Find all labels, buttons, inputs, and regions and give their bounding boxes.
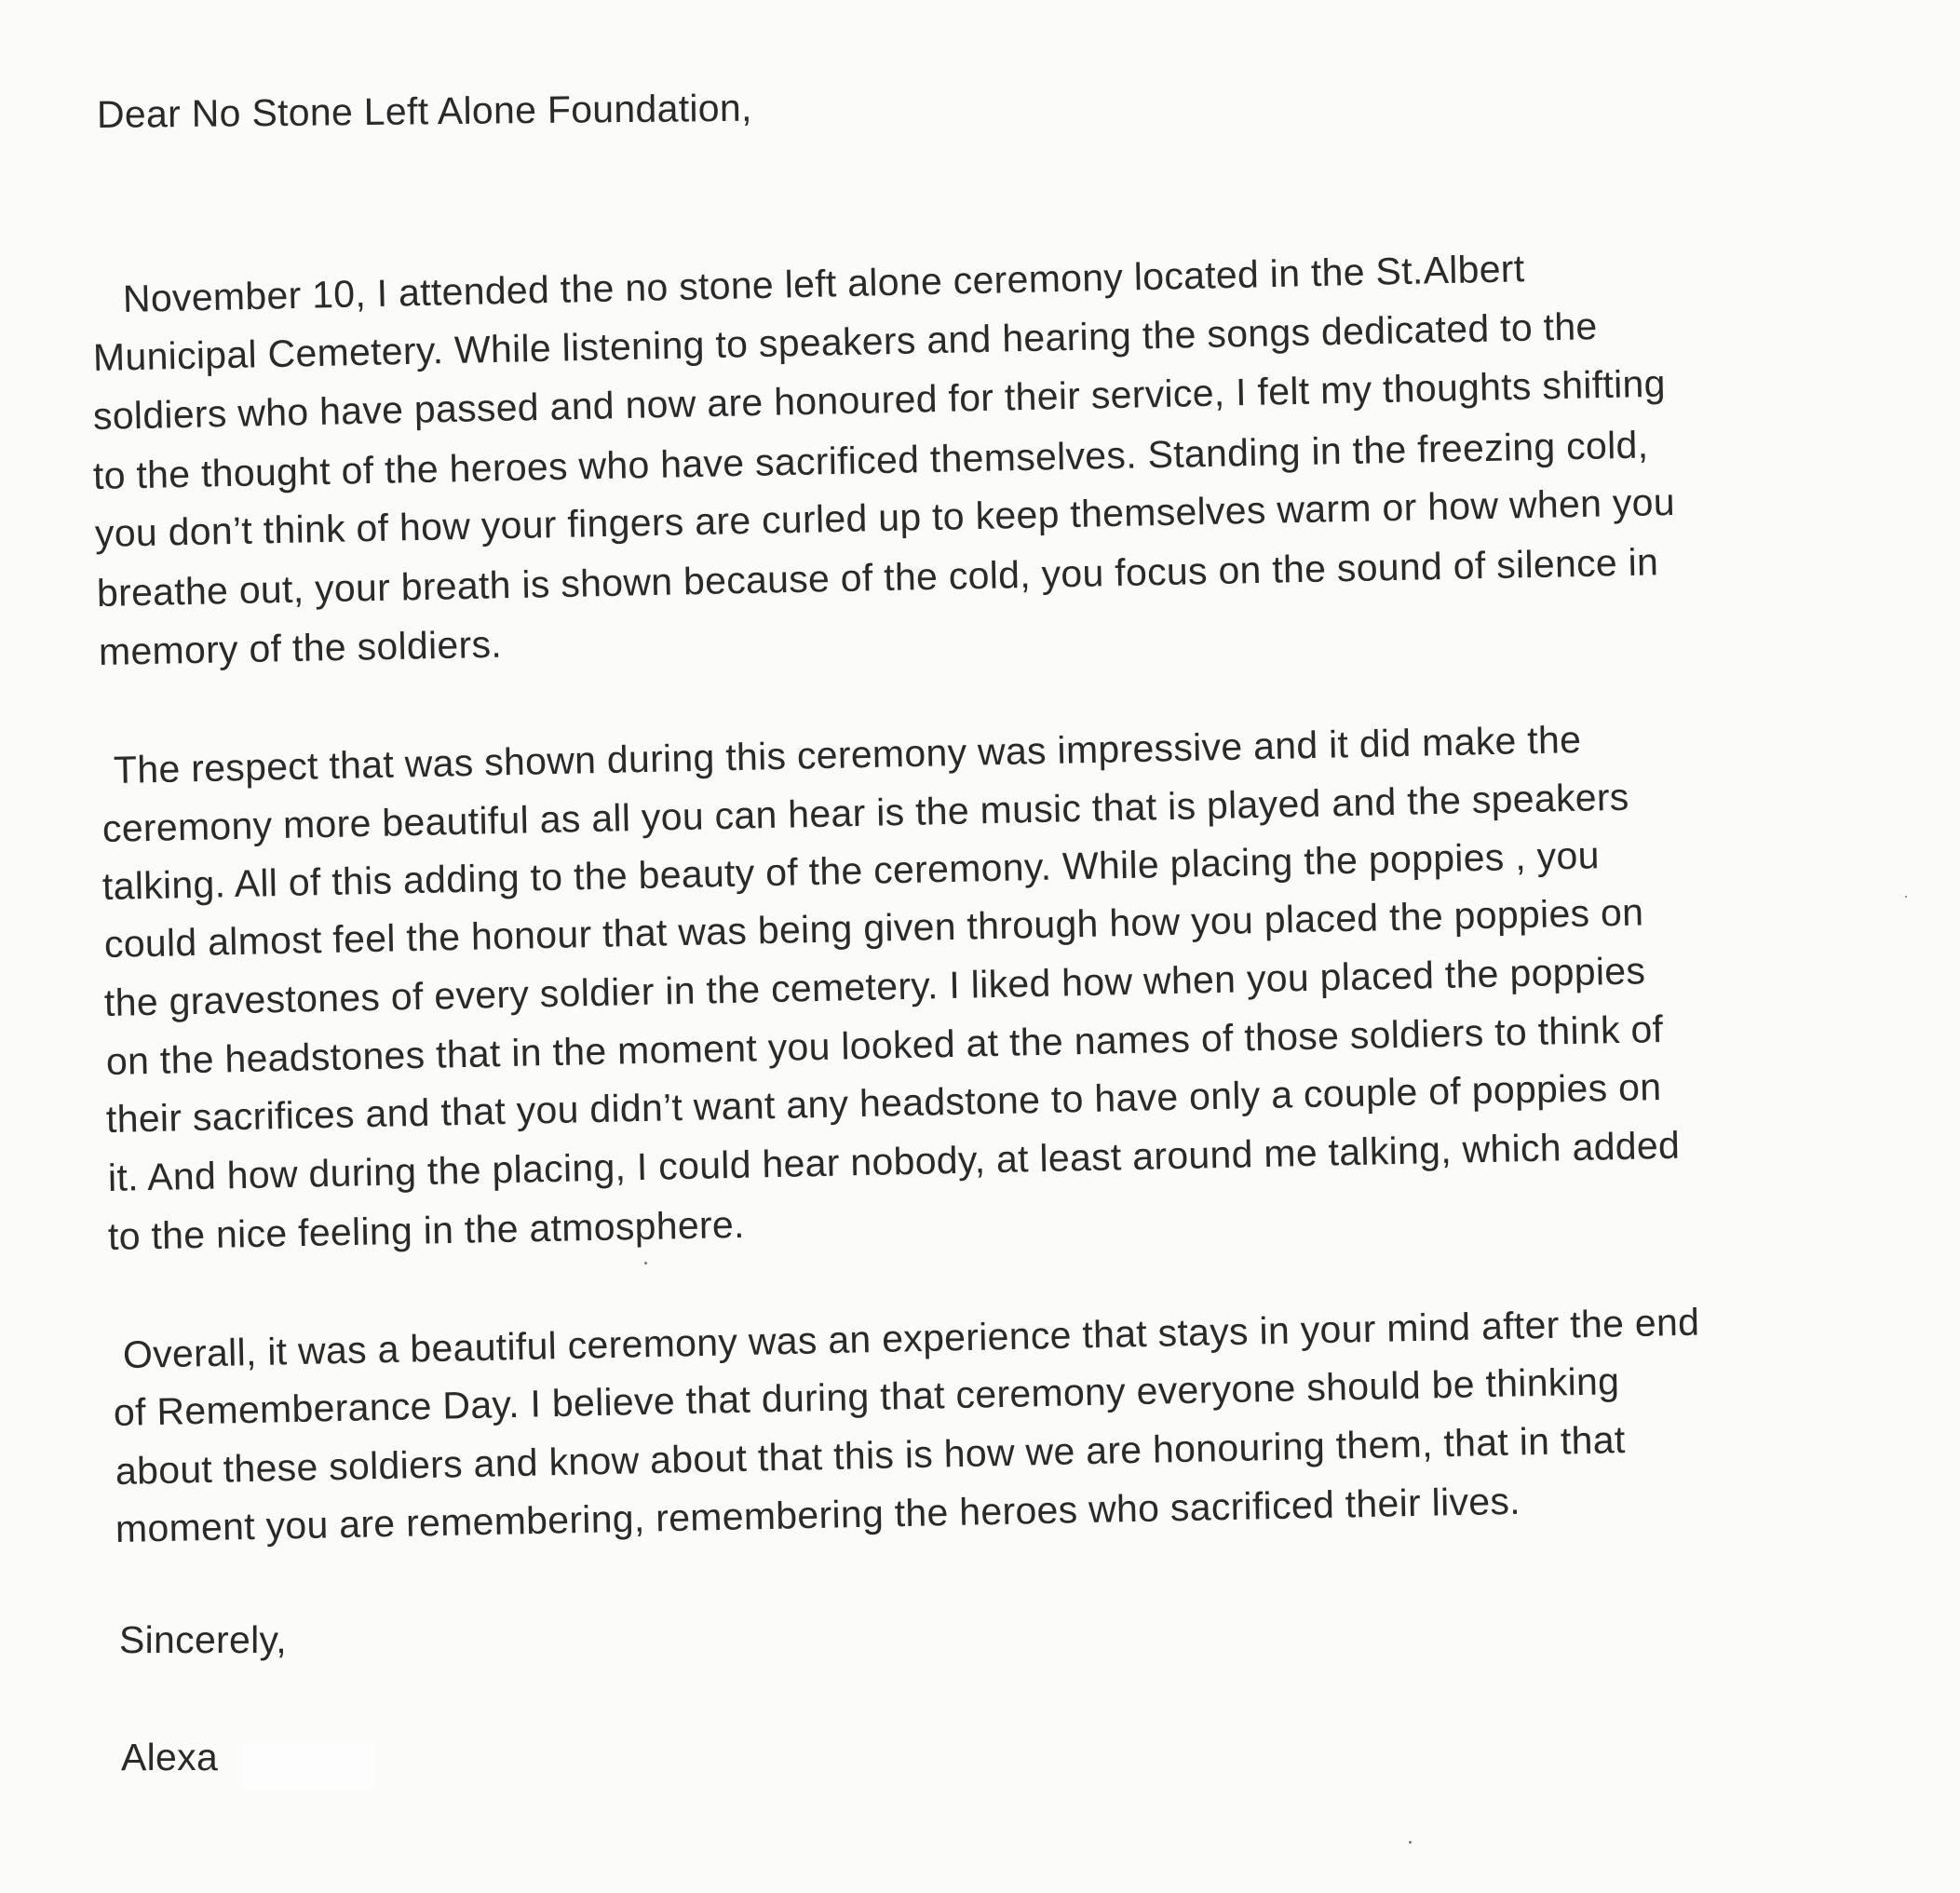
paragraph-2-line-4: could almost feel the honour that was being given through how you placed the poppies on	[103, 890, 1644, 966]
paragraph-3-line-4: moment you are remembering, remembering the heroes who sacrificed their lives.	[115, 1479, 1521, 1550]
paragraph-3-line-3: about these soldiers and know about that this is how we are honouring them, that in that	[115, 1418, 1626, 1493]
paragraph-2-line-6: on the headstones that in the moment you looked at the names of those soldiers to think of	[105, 1007, 1664, 1083]
paragraph-2-line-8: it. And how during the placing, I could hear nobody, at least around me talking, which added	[107, 1123, 1681, 1199]
paragraph-2-line-5: the gravestones of every soldier in the cemetery. I liked how when you placed the poppies	[103, 949, 1646, 1024]
scan-speck	[1409, 1841, 1412, 1844]
letter-closing: Sincerely,	[119, 1618, 287, 1661]
paragraph-1-line-2: Municipal Cemetery. While listening to speakers and hearing the songs dedicated to the	[92, 304, 1598, 379]
paragraph-1-line-4: to the thought of the heroes who have sacrificed themselves. Standing in the freezing cold,	[92, 423, 1649, 497]
scan-speck	[1905, 896, 1907, 898]
signature-name: Alexa	[121, 1736, 219, 1778]
paragraph-1-line-7: memory of the soldiers.	[98, 622, 503, 673]
redacted-surname	[244, 1743, 374, 1790]
paragraph-1-line-6: breathe out, your breath is shown because of the cold, you focus on the sound of silence in	[96, 540, 1659, 615]
scan-speck	[644, 1262, 647, 1264]
paragraph-1-line-5: you don’t think of how your fingers are curled up to keep themselves warm or how when you	[94, 480, 1676, 555]
paragraph-1-line-1: November 10, I attended the no stone left alone ceremony located in the St.Albert	[122, 247, 1525, 320]
paragraph-3-line-1: Overall, it was a beautiful ceremony was an experience that stays in your mind after the end	[122, 1300, 1700, 1376]
paragraph-2-line-1: The respect that was shown during this ceremony was impressive and it did make the	[113, 717, 1582, 791]
paragraph-2-line-9: to the nice feeling in the atmosphere.	[107, 1202, 746, 1258]
paragraph-3-line-2: of Rememberance Day. I believe that during that ceremony everyone should be thinking	[113, 1359, 1620, 1434]
paragraph-2-line-2: ceremony more beautiful as all you can hear is the music that is played and the speakers	[101, 775, 1630, 850]
letter-salutation: Dear No Stone Left Alone Foundation,	[96, 86, 752, 136]
paragraph-2-line-3: talking. All of this adding to the beauty of the ceremony. While placing the poppies , you	[101, 833, 1601, 908]
paragraph-1-line-3: soldiers who have passed and now are honoured for their service, I felt my thoughts shifting	[92, 361, 1667, 438]
paragraph-2-line-7: their sacrifices and that you didn’t want any headstone to have only a couple of poppies on	[105, 1065, 1662, 1141]
